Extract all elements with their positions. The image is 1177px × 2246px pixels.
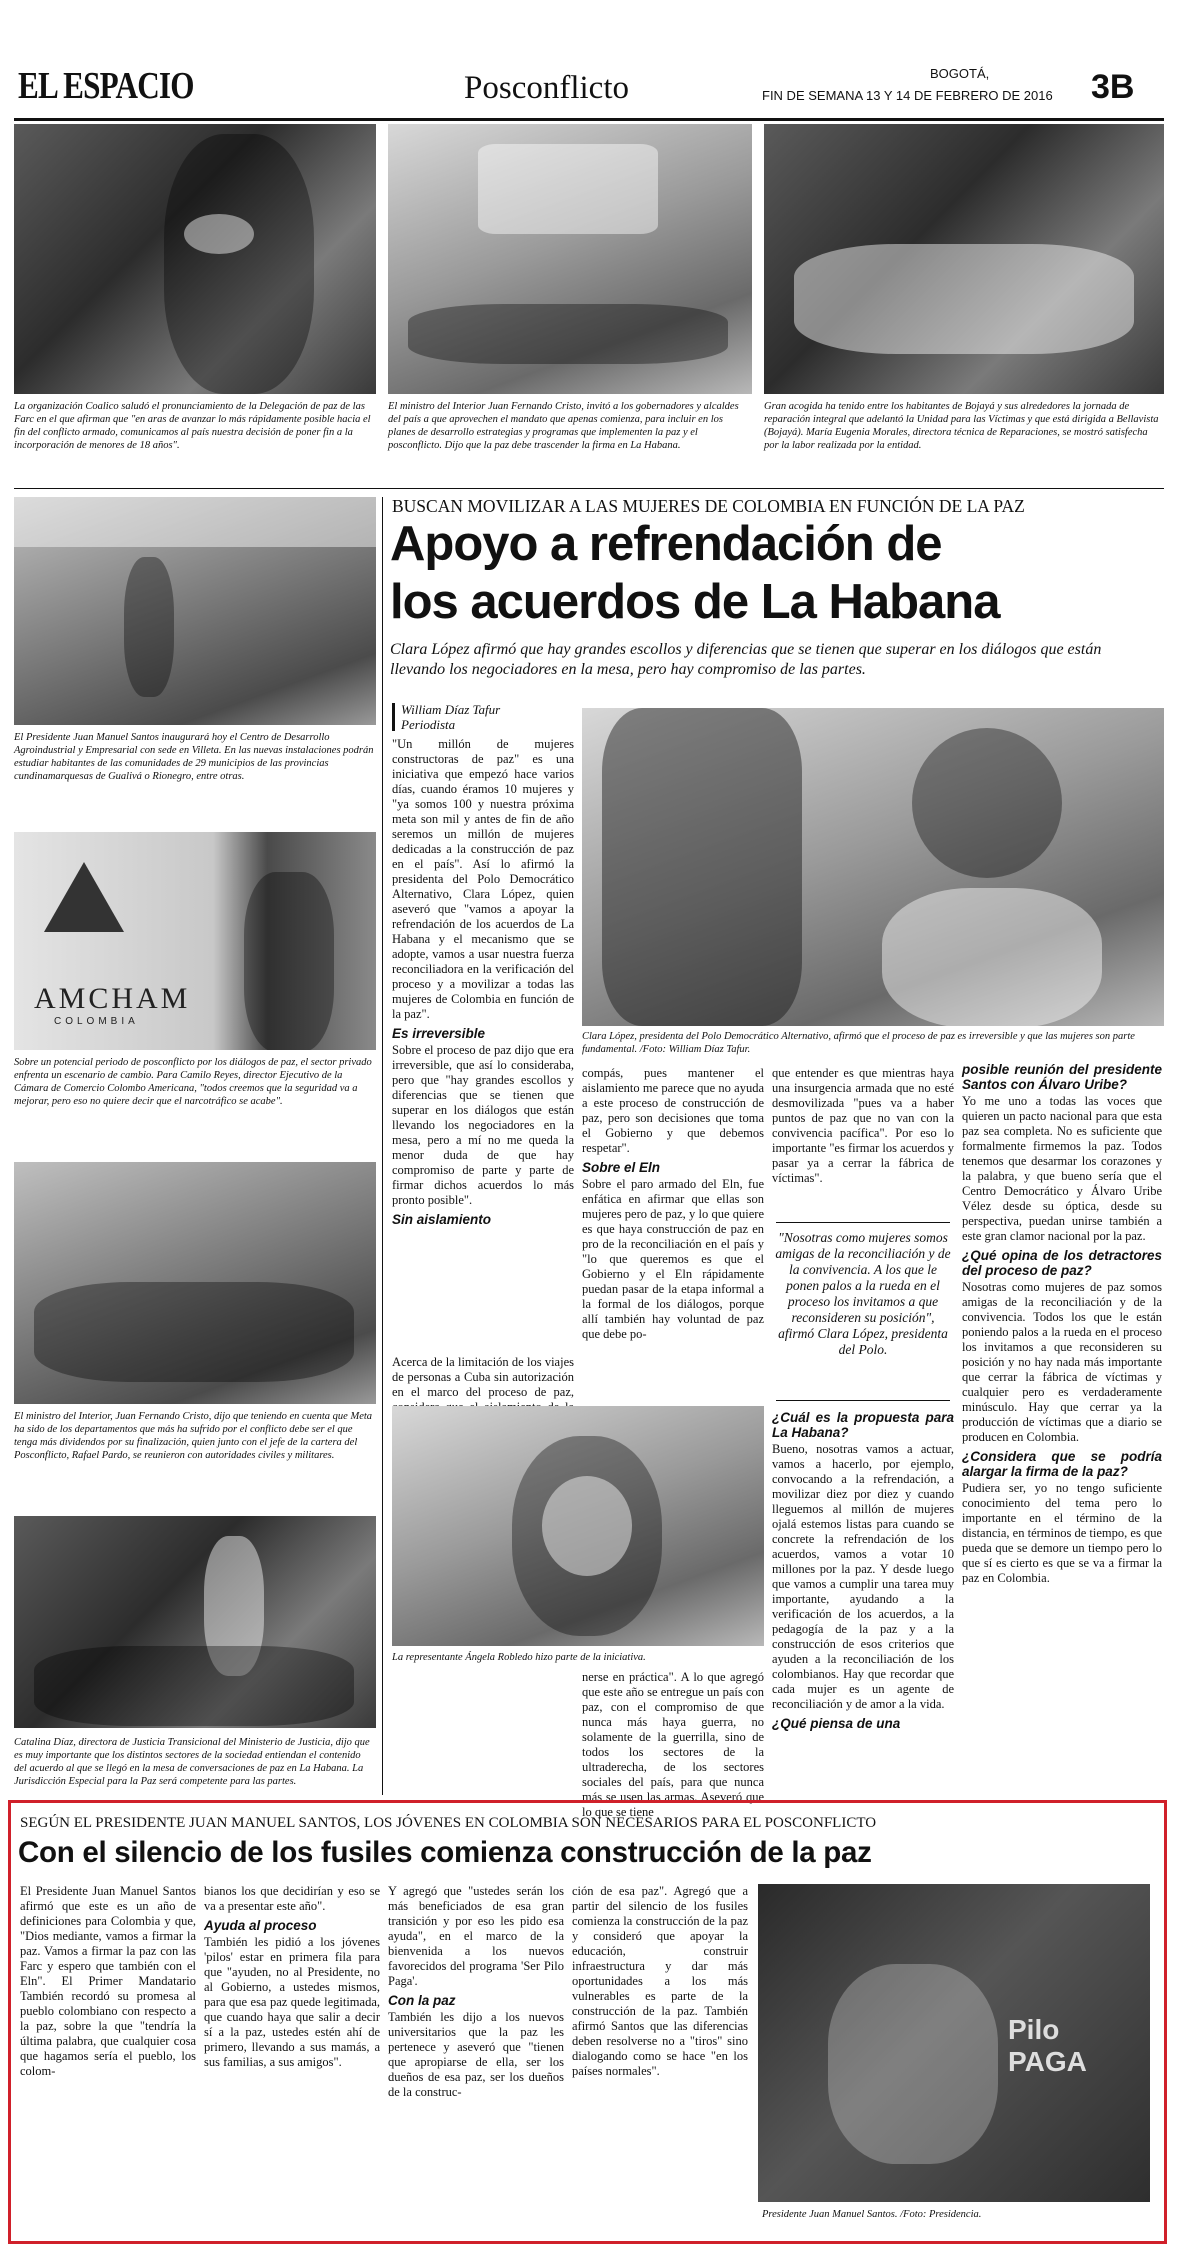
main-col-1 — [392, 737, 574, 1229]
caption-santos: Presidente Juan Manuel Santos. /Foto: Presidencia. — [762, 2209, 982, 2220]
main-col2c-text: nerse en práctica". A lo que agregó que este año se entregue un país con paz, con el compromiso de que nunca más haya guerra, no solamente de la guerrilla, sino de todos los sectores de la ultraderecha, de los sectores sociales del país, para que nunca más se usen las armas. Aseveró que lo que se tiene — [582, 1670, 764, 1819]
subhead-que-piensa: ¿Qué piensa de una — [772, 1716, 901, 1731]
photo-santos-villeta — [14, 497, 376, 725]
masthead — [14, 58, 1164, 118]
main-kicker: BUSCAN MOVILIZAR A LAS MUJERES DE COLOMBIA EN FUNCIÓN DE LA PAZ — [392, 496, 1025, 516]
photo-catalina-diaz — [14, 1516, 376, 1728]
photo-soldier — [14, 124, 376, 394]
main-col2-text: compás, pues mantener el aislamiento me parece que no ayuda a este proceso de construcción de paz, pero son decisiones que toma el Gobierno y que debemos respetar". — [582, 1066, 764, 1155]
main-deck: Clara López afirmó que hay grandes escollos y diferencias que se tienen que superar en los diálogos que están llevando los negociadores en la mesa, pero hay compromiso de las partes. — [390, 641, 1102, 678]
main-col-3b — [772, 1406, 954, 1733]
bottom-col-4 — [572, 1884, 748, 2080]
main-headline-line1: Apoyo a refrendación de — [390, 517, 942, 571]
subhead-detractores: ¿Qué opina de los detractores del proceso de paz? — [962, 1248, 1162, 1278]
bottom-col-2 — [204, 1884, 380, 2071]
page-number: 3B — [1091, 68, 1135, 106]
top-row-rule — [14, 488, 1164, 489]
photo-meeting-cristo — [388, 124, 752, 394]
byline-name: William Díaz Tafur — [401, 702, 501, 717]
subhead-irreversible: Es irreversible — [392, 1026, 486, 1041]
bottom-headline: Con el silencio de los fusiles comienza construcción de la paz — [18, 1836, 872, 1869]
main-col4b-text: Nosotras como mujeres de paz somos amigas de la reconciliación y de la convivencia. Todos los que le están poniendo palos a la rueda en el proceso los invitamos a que reconsideren su posición y no hay nada más importante que cerrar la fábrica de víctimas y cualquier pero es verdaderamente minúsculo. Hay que cerrar ya la producción de víctimas que a diario se producen en Colombia. — [962, 1280, 1162, 1444]
caption-coalico: La organización Coalico saludó el pronunciamiento de la Delegación de paz de las Farc en el que afirman que "en aras de avanzar lo más rápidamente posible hacia el fin del conflicto armado, comunicamos al país nuestra decisión de poner fin a la incorporación de menores de 18 años". — [14, 401, 371, 451]
bottom-col3-text: Y agregó que "ustedes serán los más beneficiados de esa gran transición y por eso les pido esa ayuda", en el marco de la bienvenida a los nuevos favorecidos del programa 'Ser Pilo Paga'. — [388, 1884, 564, 1988]
photo-angela-robledo — [392, 1406, 764, 1646]
subhead-eln: Sobre el Eln — [582, 1160, 661, 1175]
photo-santos-pilo-paga — [758, 1884, 1150, 2202]
section-title: Posconflicto — [464, 70, 629, 106]
main-col3b-text: Bueno, nosotras vamos a actuar, vamos a hacerlo, por ejemplo, convocando a la refrendación, a movilizar diez por diez y cuando lleguemos al millón de mujeres ojalá estemos listas para cuando se concrete la refrendación de los acuerdos, vamos a votar 10 millones por la paz. Y desde luego que vamos a cumplir una tarea muy importante, ayudando a la verificación de los acuerdos, a la pedagogía de la paz y a la construcción de esos criterios que ayuden a la reconciliación de los colombianos. Hay que recordar que cada mujer es un agente de reconciliación y de amor a la vida. — [772, 1442, 954, 1711]
bottom-kicker: SEGÚN EL PRESIDENTE JUAN MANUEL SANTOS, LOS JÓVENES EN COLOMBIA SON NECESARIOS PARA EL POSCONFLICTO — [20, 1815, 877, 1831]
caption-amcham: Sobre un potencial periodo de posconflicto por los diálogos de paz, el sector privado enfrenta un escenario de cambio. Para Camilo Reyes, director Ejecutivo de la Cámara de Comercio Colombo Americana, "todos creemos que la seguridad va a mejorar, pero eso no quiere decir que el narcotráfico se acabe". — [14, 1057, 372, 1107]
main-col1c-text: Acerca de la limitación de los viajes de personas a Cuba sin autorización en el marco del proceso de paz, — [392, 1355, 574, 1399]
bottom-col2-text: bianos los que decidirían y eso se va a presentar este año". — [204, 1884, 380, 1913]
photo-amcham — [14, 832, 376, 1050]
photo-cristo-meta — [14, 1162, 376, 1404]
main-col1b-text: Sobre el proceso de paz dijo que era irreversible, que así lo considerabа, pero que "hay grandes escollos y diferencias que se tienen que superar en los diálogos que están llevando los negociadores en la mesa, pero a mí no me queda la menor duda de que hay compromiso de parte y parte de firmar dichos acuerdos lo más pronto posible". — [392, 1043, 574, 1207]
main-col1-text: "Un millón de mujeres constructoras de paz" es una iniciativa que empezó hace varios días, cuando éramos 10 mujeres y "ya somos 100 y nuestra próxima meta son mil y antes de fin de año seremos un millón de mujeres dedicadas a la construcción de paz en el país". Así lo afirmó la presidenta del Polo Democrático Alternativo, Clara López, quien aseveró que "vamos a apoyar la refrendación de los acuerdos de La Habana y el mecanismo que se adopte, vamos a usar nuestra fuerza reconciliadora en la verificación del proceso y a movilizar a todas las mujeres de Colombia en función de la paz". — [392, 737, 574, 1021]
caption-cristo-governors: El ministro del Interior Juan Fernando Cristo, invitó a los gobernadores y alcaldes del país a que aprovechen el mandato que apenas comienza, para incluir en los planes de desarrollo estrategias y programas que implementen la paz y el posconflicto. Dijo que la paz debe trascender la firma en La Habana. — [388, 401, 739, 451]
bottom-col4-text: ción de esa paz". Agregó que a partir del silencio de los fusiles comienza la construcción de la paz y consideró que apoyar la educación, construir infraestructura y dar más oportunidades a los más vulnerables es parte de la construcción de la paz. También afirmó Santos que las diferencias deben resolverse no a "tiros" sino dialogando como se hace "en los países normales". — [572, 1884, 748, 2078]
subhead-aislamiento: Sin aislamiento — [392, 1212, 492, 1227]
quote-rule-bottom — [776, 1400, 950, 1401]
amcham-logo-text: AMCHAM — [34, 982, 191, 1015]
main-col-2 — [582, 1066, 764, 1343]
subhead-ayuda-proceso: Ayuda al proceso — [204, 1918, 317, 1933]
main-col-3 — [772, 1066, 954, 1187]
amcham-star-icon — [44, 862, 124, 932]
subhead-alargar-firma: ¿Considera que se podría alargar la firma de la paz? — [962, 1449, 1162, 1479]
caption-santos-villeta: El Presidente Juan Manuel Santos inaugurará hoy el Centro de Desarrollo Agroindustrial y Empresarial con sede en Villeta. En las nuevas instalaciones podrán estudiar habitantes de las comunidades de 29 municipios de las provincias cundinamarquesas de Gualivá o Rionegro, entre otras. — [14, 732, 374, 782]
masthead-date: FIN DE SEMANA 13 Y 14 DE FEBRERO DE 2016 — [762, 88, 1053, 103]
bottom-col-1 — [20, 1884, 196, 2080]
subhead-propuesta: ¿Cuál es la propuesta para La Habana? — [772, 1410, 954, 1440]
photo-bojaya-crowd — [764, 124, 1164, 394]
bottom-col2b-text: También les pidió a los jóvenes 'pilos' estar en primera fila para que "ayuden, no al Presidente, no al Gobierno, a ustedes mismos, para que esa paz quede legitimada, que cuando haya que salir a decir sí a la paz, ustedes estén ahí de primero, llevando a sus mamás, a sus familias, a sus amigos". — [204, 1935, 380, 2069]
bottom-col-3 — [388, 1884, 564, 2101]
caption-bojaya: Gran acogida ha tenido entre los habitantes de Bojayá y sus alrededores la jornada de reparación integral que adelantó la Unidad para las Víctimas y que está dirigida a Bellavista (Bojayá). María Eugenia Morales, directora técnica de Reparaciones, se mostró satisfecha por la labor realizada por la entidad. — [764, 401, 1159, 451]
main-col-2c — [582, 1670, 764, 1821]
newspaper-logo: EL ESPACIO — [18, 65, 194, 107]
subhead-reunion-uribe: posible reunión del presidente Santos con Álvaro Uribe? — [962, 1062, 1162, 1092]
pull-quote: "Nosotras como mujeres somos amigas de la reconciliación y de la convivencia. A los que le ponen palos a la rueda en el proceso los invitamos a que reconsideren su posición", afirmó Clara López, presidenta del Polo. — [775, 1230, 951, 1357]
amcham-logo-sub: COLOMBIA — [54, 1016, 139, 1027]
masthead-rule — [14, 118, 1164, 121]
bottom-col1-text: El Presidente Juan Manuel Santos afirmó que este es un año de definiciones para Colombia y que, "Dios mediante, vamos a firmar la paz. Vamos a firmar la paz con las Farc y espero que también con el Eln". El Primer Mandatario También recordó su promesa al pueblo colombiano con respecto a la paz, sobre la que "tendría la última palabra, que cualquier cosa que hagamos sería el pueblo, los colom- — [20, 1884, 196, 2078]
main-col-4 — [962, 1062, 1162, 1587]
main-col2b-text: Sobre el paro armado del Eln, fue enfática en afirmar que ellas son mujeres pero de paz, y lo que quiere es que haya construcción de paz en pro de la reconciliación en el país y "lo que queremos es que el Gobierno y el Eln rápidamente puedan pasar de la etapa informal a la formal de los diálogos, porque allí también hay voluntad de paz que debe po- — [582, 1177, 764, 1341]
caption-catalina-diaz: Catalina Díaz, directora de Justicia Transicional del Ministerio de Justicia, dijo que es muy importante que los distintos sectores de la sociedad entiendan el contenido del acuerdo al que se llegó en la mesa de conversaciones de paz en La Habana. La Jurisdicción Especial para la Paz será competente para las partes. — [14, 1737, 370, 1787]
left-column-rule — [382, 497, 383, 1795]
subhead-con-la-paz: Con la paz — [388, 1993, 456, 2008]
main-headline-line2: los acuerdos de La Habana — [390, 575, 1000, 629]
photo-clara-lopez — [582, 708, 1164, 1026]
bottom-col3b-text: También les dijo a los nuevos universitarios que la paz les pertenece y aseveró que "tienen que apropiarse de ella, ser los dueños de esa paz, ser los dueños de la construc- — [388, 2010, 564, 2099]
byline-role: Periodista — [401, 717, 456, 732]
pilo-paga-backdrop-text: Pilo PAGA — [1008, 2014, 1087, 2077]
byline-bar — [392, 703, 395, 731]
masthead-city: BOGOTÁ, — [930, 66, 990, 81]
quote-rule-top — [776, 1222, 950, 1223]
main-col4-text: Yo me uno a todas las voces que quieren un pacto nacional para que esta paz sea completa. No es suficiente que formalmente firmemos la paz. Todos tenemos que desarmar los corazones y la palabra, y que bueno sería que el Centro Democrático y Álvaro Uribe Vélez desde su óptica, desde su perspectiva, puedan unirse también a este gran clamor nacional por la paz. — [962, 1094, 1162, 1243]
main-col3-text: que entender es que mientras haya una insurgencia armada que no esté desmovilizada "pues va a haber puntos de paz que no van con la convivencia pacífica". Por eso lo importante "es firmar los acuerdos y pasar ya a cerrar la fábrica de víctimas". — [772, 1066, 954, 1185]
caption-clara-lopez: Clara López, presidenta del Polo Democrático Alternativo, afirmó que el proceso de paz es irreversible y que las mujeres son parte fundamental. /Foto: William Díaz Tafur. — [582, 1031, 1135, 1055]
caption-cristo-meta: El ministro del Interior, Juan Fernando Cristo, dijo que teniendo en cuenta que Meta ha sido de los departamentos que más ha sufrido por el conflicto debe ser el que tenga más dividendos por su finalización, quien junto con el jefe de la cartera del Posconflicto, Rafael Pardo, se reunieron con autoridades civiles y militares. — [14, 1411, 373, 1461]
caption-angela-robledo: La representante Ángela Robledo hizo parte de la iniciativa. — [392, 1652, 646, 1663]
main-col4c-text: Pudiera ser, yo no tengo suficiente conocimiento del tema pero lo importante en el término de la distancia, en términos de tiempo, es que pueda que se demore un tiempo pero lo que sí es cierto es que se va a firmar la paz en Colombia. — [962, 1481, 1162, 1585]
